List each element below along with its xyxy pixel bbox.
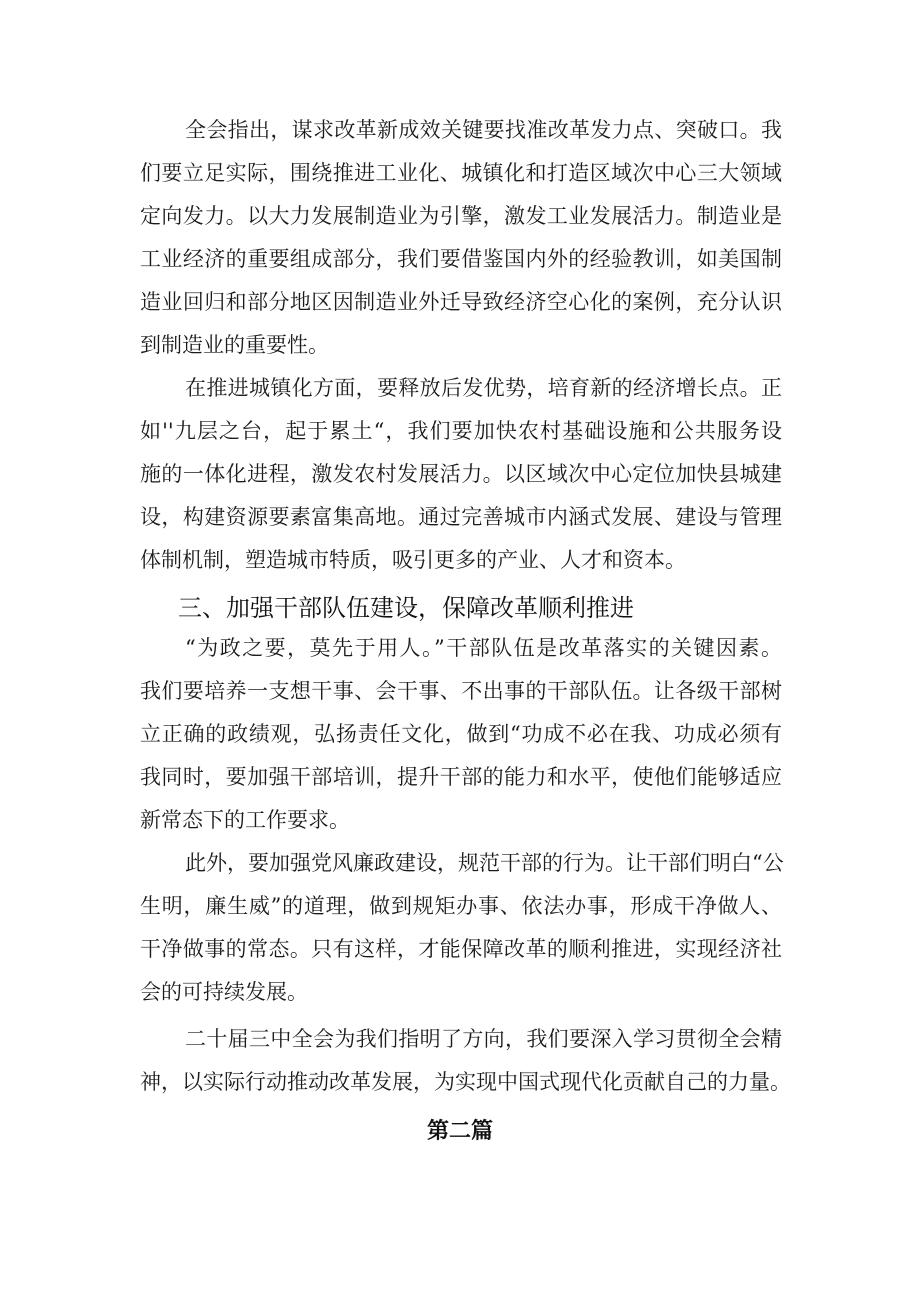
paragraph-1-line-4: 工业经济的重要组成部分，我们要借鉴国内外的经验教训，如美国制 — [140, 247, 782, 271]
section-heading: 三、加强干部队伍建设，保障改革顺利推进 — [178, 594, 634, 622]
paragraph-2-line-2: 如''九层之台，起于累土“，我们要加快农村基础设施和公共服务设 — [140, 419, 782, 443]
paragraph-2-line-5: 体制机制，塑造城市特质，吸引更多的产业、人才和资本。 — [140, 548, 686, 572]
paragraph-1-line-6: 到制造业的重要性。 — [140, 333, 329, 357]
paragraph-1-line-5: 造业回归和部分地区因制造业外迁导致经济空心化的案例，充分认识 — [140, 290, 782, 314]
paragraph-1-line-3: 定向发力。以大力发展制造业为引擎，激发工业发展活力。制造业是 — [140, 204, 782, 228]
paragraph-1-line-1: 全会指出，谋求改革新成效关键要找准改革发力点、突破口。我 — [185, 118, 782, 142]
paragraph-2-line-1: 在推进城镇化方面，要释放后发优势，培育新的经济增长点。正 — [185, 376, 782, 400]
paragraph-3-line-3: 立正确的政绩观，弘扬责任文化，做到“功成不必在我、功成必须有 — [140, 722, 782, 746]
paragraph-3-line-5: 新常态下的工作要求。 — [140, 808, 350, 832]
paragraph-2-line-3: 施的一体化进程，激发农村发展活力。以区域次中心定位加快县城建 — [140, 462, 782, 486]
paragraph-5-line-2: 神，以实际行动推动改革发展，为实现中国式现代化贡献自己的力量。 — [140, 1070, 791, 1094]
paragraph-3-line-2: 我们要培养一支想干事、会干事、不出事的干部队伍。让各级干部树 — [140, 679, 782, 703]
paragraph-2-line-4: 设，构建资源要素富集高地。通过完善城市内涵式发展、建设与管理 — [140, 505, 782, 529]
section-title: 第二篇 — [426, 1119, 493, 1144]
paragraph-4-line-1: 此外，要加强党风廉政建设，规范干部的行为。让干部们明白“公 — [185, 851, 784, 875]
paragraph-3-line-4: 我同时，要加强干部培训，提升干部的能力和水平，使他们能够适应 — [140, 765, 782, 789]
paragraph-1-line-2: 们要立足实际，围绕推进工业化、城镇化和打造区域次中心三大领域 — [140, 161, 782, 185]
paragraph-3-line-1: “为政之要，莫先于用人。”干部队伍是改革落实的关键因素。 — [185, 636, 782, 660]
paragraph-4-line-4: 会的可持续发展。 — [140, 980, 308, 1004]
paragraph-4-line-2: 生明，廉生威”的道理，做到规矩办事、依法办事，形成干净做人、 — [140, 894, 782, 918]
paragraph-5-line-1: 二十届三中全会为我们指明了方向，我们要深入学习贯彻全会精 — [185, 1027, 782, 1051]
paragraph-4-line-3: 干净做事的常态。只有这样，才能保障改革的顺利推进，实现经济社 — [140, 937, 782, 961]
